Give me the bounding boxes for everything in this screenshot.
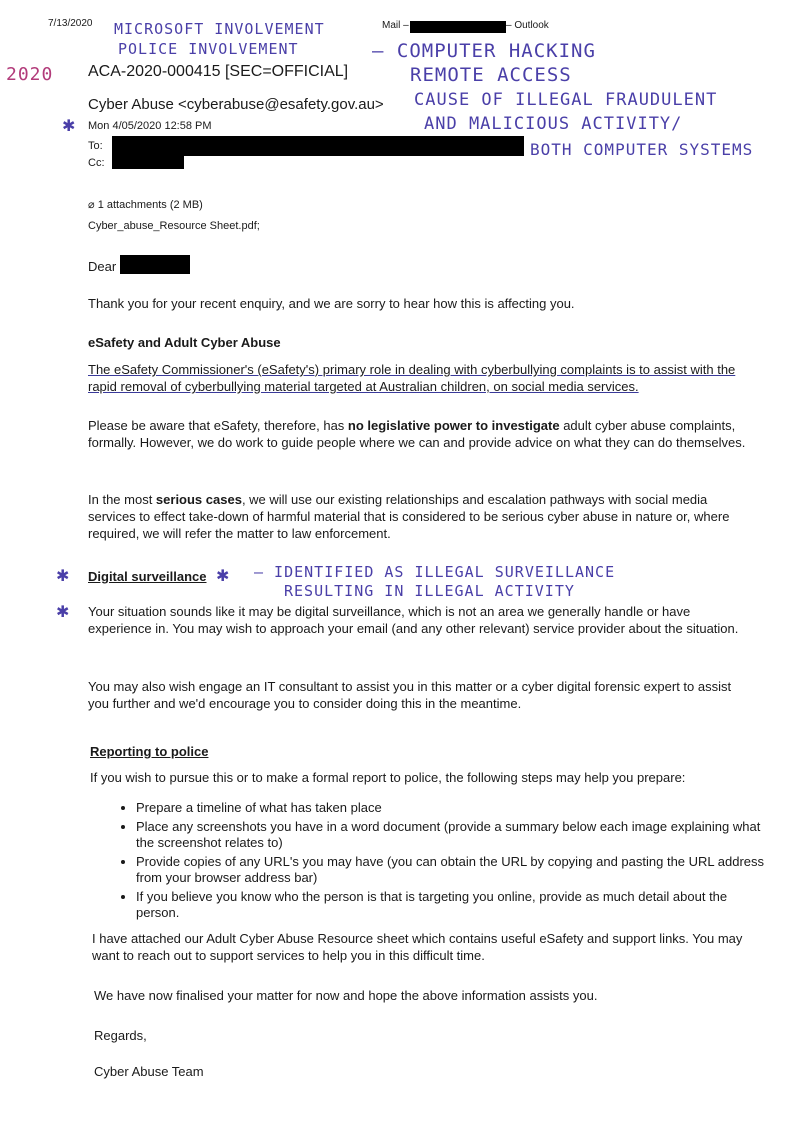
attachment-count: 1 attachments (2 MB): [97, 199, 203, 211]
cc-label: Cc:: [88, 157, 105, 169]
annotation-remote: REMOTE ACCESS: [410, 64, 572, 86]
annotation-hacking: – COMPUTER HACKING: [372, 40, 596, 62]
annotation-cause: CAUSE OF ILLEGAL FRAUDULENT: [414, 90, 718, 110]
asterisk-icon: ✱: [56, 566, 70, 585]
intro-paragraph: Thank you for your recent enquiry, and we are sorry to hear how this is affecting you.: [88, 296, 575, 311]
paragraph-surveillance: Your situation sounds like it may be digital surveillance, which is not an area we generally handle or have experience in. You may wish to approach your email (and any other relevant) service provider about the situation.: [88, 604, 739, 636]
mail-title-suffix: – Outlook: [506, 20, 549, 31]
heading-reporting-police: Reporting to police: [90, 744, 209, 759]
sent-date: Mon 4/05/2020 12:58 PM: [88, 120, 212, 132]
asterisk-icon: ✱: [62, 116, 76, 135]
list-item: • Provide copies of any URL's you may have (you can obtain the URL by copying and pasting the URL address from your browser address bar): [136, 854, 770, 887]
list-item: • Place any screenshots you have in a word document (provide a summary below each image explaining what the screenshot relates to): [136, 819, 770, 852]
annotation-police: POLICE INVOLVEMENT: [118, 40, 299, 58]
annotation-surveillance: – IDENTIFIED AS ILLEGAL SURVEILLANCE: [254, 563, 616, 581]
paragraph-legislative: [88, 417, 758, 451]
annotation-microsoft: MICROSOFT INVOLVEMENT: [114, 20, 325, 38]
sender: Cyber Abuse <cyberabuse@esafety.gov.au>: [88, 96, 384, 113]
paperclip-icon: ⌀: [88, 199, 95, 211]
redaction-mail-title: [410, 21, 506, 33]
annotation-year: 2020: [6, 64, 54, 85]
paragraph-it-consultant: You may also wish engage an IT consultant to assist you in this matter or a cyber digital forensic expert to assist you further and we'd encourage you to consider doing this in the meantime.: [88, 679, 732, 711]
paragraph-formal-report: If you wish to pursue this or to make a formal report to police, the following steps may help you prepare:: [90, 770, 686, 785]
paragraph-finalised: We have now finalised your matter for now and hope the above information assists you.: [94, 988, 598, 1003]
annotation-systems: BOTH COMPUTER SYSTEMS: [530, 140, 754, 159]
p3-bold: serious cases: [155, 492, 242, 507]
salutation: Dear: [88, 259, 117, 274]
print-date: 7/13/2020: [48, 18, 93, 29]
to-label: To:: [88, 140, 103, 152]
paragraph-serious-cases: [88, 491, 758, 542]
attachment-file[interactable]: Cyber_abuse_Resource Sheet.pdf;: [88, 220, 260, 232]
annotation-activity: AND MALICIOUS ACTIVITY/: [424, 114, 683, 134]
heading-adult-cyber-abuse: eSafety and Adult Cyber Abuse: [88, 335, 281, 350]
list-item: • Prepare a timeline of what has taken place: [136, 800, 770, 817]
paragraph-resource-sheet: I have attached our Adult Cyber Abuse Resource sheet which contains useful eSafety and support links. You may want to reach out to support services to help you in this difficult time.: [92, 931, 743, 963]
redaction-cc: [112, 155, 184, 169]
p2-end: adult cyber abuse complaints, formally. However, we do work to guide people where we can and provide advice on what they can do themselves.: [88, 418, 746, 450]
p2-start: Please be aware that eSafety, therefore, has: [88, 418, 348, 433]
steps-list: [90, 800, 770, 924]
p3-start: In the most: [88, 492, 156, 507]
asterisk-icon: ✱: [216, 566, 230, 585]
asterisk-icon: ✱: [56, 602, 70, 621]
mail-title-prefix: Mail –: [382, 20, 409, 31]
list-item: • If you believe you know who the person is that is targeting you online, provide as much detail about the person.: [136, 889, 770, 922]
p3-end: , we will use our existing relationships and escalation pathways with social media services to effect take-down of harmful material that is considered to be serious cyber abuse in nature or, where required, we will refer the matter to law enforcement.: [88, 492, 730, 541]
reference-code: ACA-2020-000415 [SEC=OFFICIAL]: [88, 63, 349, 80]
redaction-name: [120, 255, 190, 274]
heading-digital-surveillance: Digital surveillance: [88, 569, 207, 584]
annotation-illegal-activity: RESULTING IN ILLEGAL ACTIVITY: [284, 582, 575, 600]
p2-bold: no legislative power to investigate: [347, 418, 560, 433]
redaction-to: [112, 136, 524, 156]
signature: Cyber Abuse Team: [94, 1064, 204, 1079]
closing: Regards,: [94, 1028, 147, 1043]
paragraph-role: The eSafety Commissioner's (eSafety's) primary role in dealing with cyberbullying complaints is to assist with the rapid removal of cyberbullying material targeted at Australian children, on social media services.: [88, 362, 736, 394]
